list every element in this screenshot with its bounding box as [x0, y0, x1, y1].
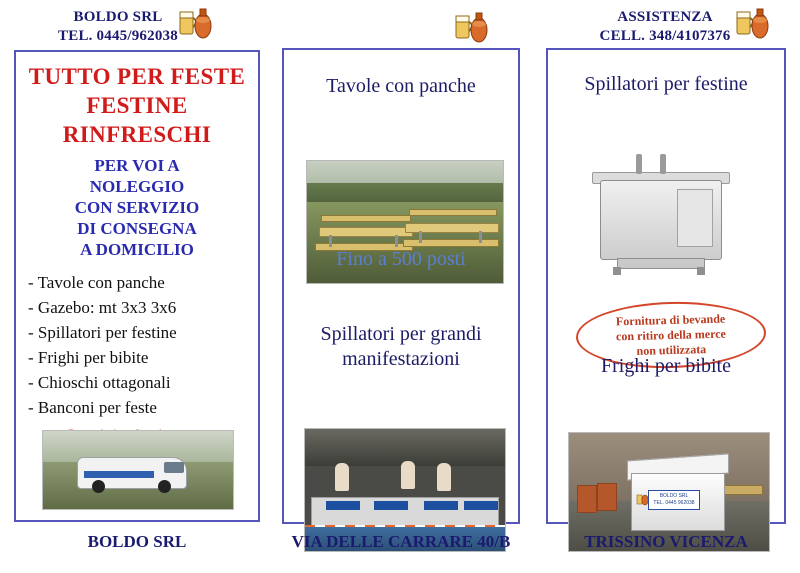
bench — [719, 485, 763, 495]
panel1-sub-line2: NOLEGGIO — [89, 177, 185, 196]
beer-mug-logo-icon — [452, 8, 496, 46]
counter-sign — [424, 501, 458, 510]
panel1-title-line3: RINFRESCHI — [62, 122, 212, 147]
stamp-line3: non utilizzata — [636, 341, 707, 358]
assistance-phone: CELL. 348/4107376 — [599, 28, 731, 44]
chair — [577, 485, 597, 513]
van-window — [164, 462, 184, 473]
van-wheel — [92, 480, 105, 493]
panel3-caption-spillatori: Spillatori per festine — [584, 73, 748, 95]
panel1-sub-line5: A DOMICILIO — [80, 240, 194, 259]
dispenser-tap — [660, 154, 666, 174]
panel1-title — [16, 62, 258, 149]
list-item: - Frighi per bibite — [28, 348, 149, 367]
panel-dispensers — [546, 48, 786, 524]
services-list — [16, 270, 258, 420]
panel1-sub-line4: DI CONSEGNA — [77, 219, 197, 238]
panel3-caption-frighi: Frighi per bibite — [601, 355, 731, 377]
stand-person — [335, 463, 349, 491]
table-leg — [479, 231, 482, 243]
list-item: - Chioschi ottagonali — [28, 373, 171, 392]
bench-top — [409, 209, 497, 216]
table-top — [319, 227, 413, 237]
dispenser-foot — [613, 267, 621, 275]
counter-sign — [374, 501, 408, 510]
bench-top — [403, 239, 499, 247]
stamp-line2: con ritiro della merce — [615, 326, 727, 343]
van-body — [77, 457, 187, 489]
panel2-caption-spillatori-line1: Spillatori per grandi — [320, 323, 482, 345]
panel-services — [14, 50, 260, 522]
fridge-label — [648, 490, 700, 510]
fridge-label-line1: BOLDO SRL — [659, 493, 689, 499]
panel2-caption-spillatori — [284, 322, 518, 372]
beer-mug-logo-icon — [176, 4, 220, 42]
dispenser-control-panel — [677, 189, 713, 247]
dispenser-body — [600, 180, 722, 260]
panel1-title-line2: FESTINE — [86, 93, 188, 118]
table-leg — [395, 235, 398, 247]
list-item: - Tavole con panche — [28, 273, 165, 292]
panel2-caption-tables: Tavole con panche — [326, 75, 476, 97]
footer-company: BOLDO SRL — [87, 532, 187, 551]
panel1-subtitle — [16, 155, 258, 260]
list-item: - Gazebo: mt 3x3 3x6 — [28, 298, 177, 317]
panel1-title-line1: TUTTO PER FESTE — [28, 64, 246, 89]
beer-mug-logo-icon — [733, 4, 777, 42]
list-item: - Banconi per feste — [28, 398, 157, 417]
header-row — [0, 0, 800, 52]
dispenser-drip-tray — [617, 258, 705, 269]
footer-city: TRISSINO VICENZA — [584, 532, 748, 551]
assistance-label: ASSISTENZA — [617, 9, 713, 25]
company-name: BOLDO SRL — [73, 9, 163, 25]
list-item: - Spillatori per festine — [28, 323, 177, 342]
panel1-sub-line3: CON SERVIZIO — [74, 198, 200, 217]
panel2-caption-posti: Fino a 500 posti — [336, 248, 466, 270]
counter-sign — [326, 501, 360, 510]
stand-counter — [311, 497, 499, 526]
panel2-caption-spillatori-line2: manifestazioni — [342, 348, 460, 370]
company-phone: TEL. 0445/962038 — [58, 28, 178, 44]
chair — [597, 483, 617, 511]
bench-top — [321, 215, 411, 222]
counter-sign — [464, 501, 498, 510]
table-leg — [419, 231, 422, 243]
panel1-sub-line1: PER VOI A — [94, 156, 180, 175]
fridge-label-line2: TEL. 0445 962038 — [653, 500, 695, 506]
table-leg — [329, 235, 332, 247]
beer-dispenser-photo — [582, 150, 754, 282]
fridge-body — [631, 473, 725, 531]
van-stripe — [84, 471, 154, 478]
stamp-line1: Fornitura di bevande — [615, 311, 726, 328]
delivery-van-photo — [42, 430, 234, 510]
footer-address: VIA DELLE CARRARE 40/B — [291, 532, 511, 551]
stand-person — [437, 463, 451, 491]
stand-person — [401, 461, 415, 489]
dispenser-tap — [636, 154, 642, 174]
dispenser-foot — [697, 267, 705, 275]
panel-tables — [282, 48, 520, 524]
van-wheel — [158, 480, 171, 493]
